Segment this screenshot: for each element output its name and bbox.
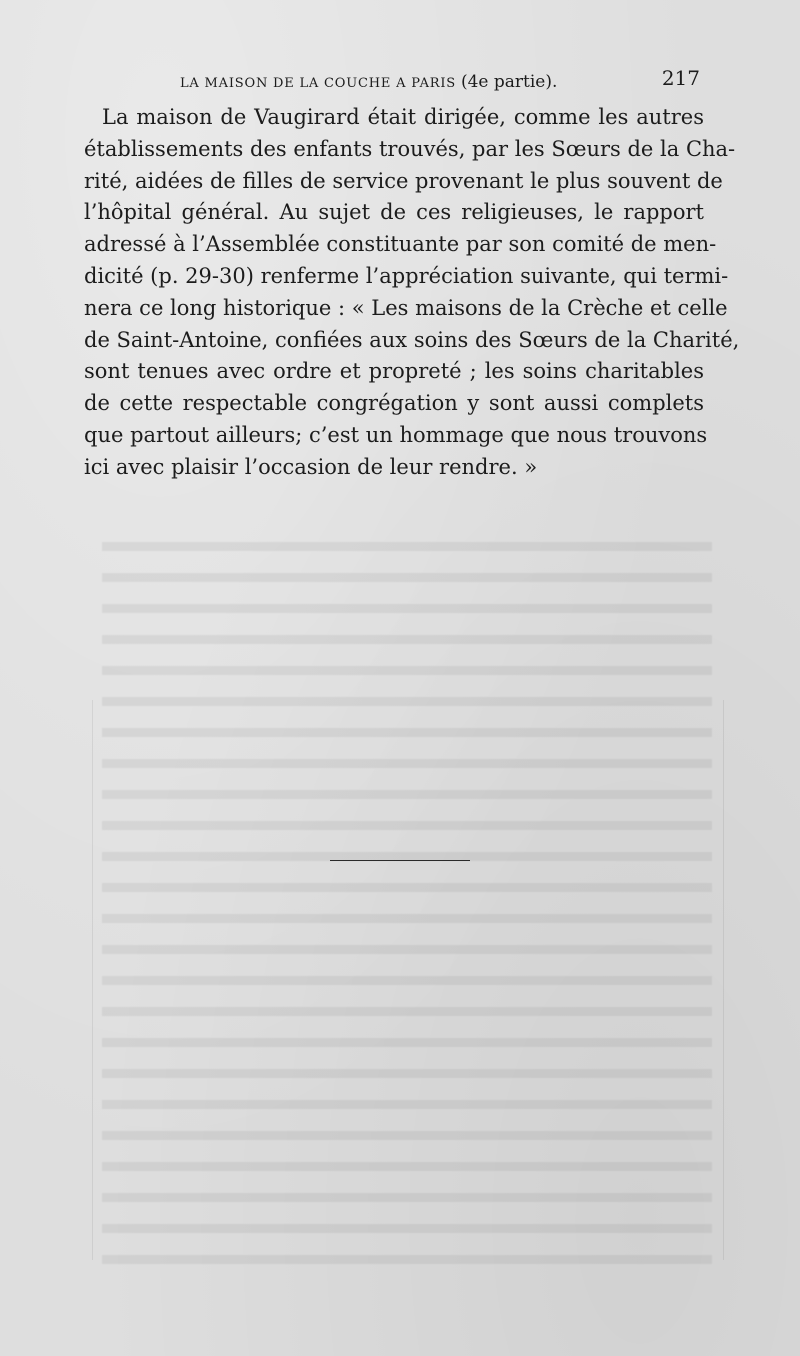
text-line: rité, aidées de filles de service provenant le plus souvent de (84, 168, 723, 193)
text-line: de cette respectable congrégation y sont aussi complets (84, 391, 704, 416)
text-line: de Saint-Antoine, confiées aux soins des Sœurs de la Charité, (84, 327, 740, 352)
text-line: établissements des enfants trouvés, par les Sœurs de la Cha- (84, 136, 736, 161)
body-paragraph (84, 102, 740, 484)
text-line: que partout ailleurs; c’est un hommage que nous trouvons (84, 422, 708, 447)
text-line: l’hôpital général. Au sujet de ces religieuses, le rapport (84, 200, 704, 225)
bleed-through-frame (92, 700, 724, 1260)
text-line: adressé à l’Assemblée constituante par son comité de men- (84, 232, 717, 257)
text-line: ici avec plaisir l’occasion de leur rendre. » (84, 454, 538, 479)
running-head (180, 72, 557, 92)
text-line: dicité (p. 29-30) renferme l’appréciation suivante, qui termi- (84, 263, 729, 288)
page-header (180, 66, 700, 94)
running-head-part: (4e partie). (460, 72, 558, 92)
section-end-rule (330, 860, 470, 861)
running-head-title: LA MAISON DE LA COUCHE A PARIS (180, 76, 457, 91)
text-line: sont tenues avec ordre et propreté ; les soins charitables (84, 359, 704, 384)
text-line: La maison de Vaugirard était dirigée, comme les autres (102, 105, 704, 129)
text-line: nera ce long historique : « Les maisons de la Crèche et celle (84, 295, 728, 320)
page-number: 217 (661, 66, 700, 90)
